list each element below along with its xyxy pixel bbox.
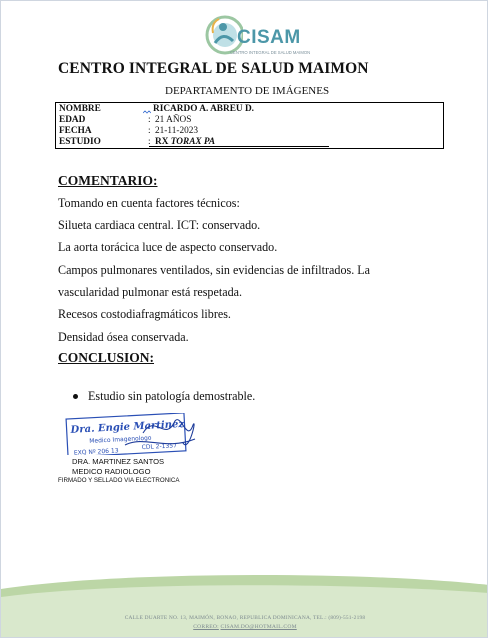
doctor-title: MEDICO RADIOLOGO: [72, 467, 151, 476]
patient-info-box: [55, 102, 444, 149]
logo-subtext: CENTRO INTEGRAL DE SALUD MAIMON: [230, 50, 311, 55]
report-line: Tomando en cuenta factores técnicos:: [58, 196, 240, 210]
bullet-icon: [73, 394, 78, 399]
stamp-code: CDL 2-1357: [141, 442, 178, 452]
study-name: TORAX PA: [170, 137, 216, 147]
info-label: NOMBRE: [59, 104, 101, 114]
info-value: RICARDO A. ABREU D.: [153, 104, 254, 114]
study-prefix: RX: [155, 137, 169, 147]
footer-email-address[interactable]: CISAM.DO@HOTMAIL.COM: [220, 624, 297, 630]
conclusion-item: Estudio sin patología demostrable.: [88, 389, 256, 403]
cisam-logo: [203, 13, 313, 57]
comment-heading: COMENTARIO:: [58, 173, 158, 188]
stamp-exequatur: EXQ Nº 206 13: [73, 447, 119, 455]
signature-note: FIRMADO Y SELLADO VIA ELECTRONICA: [58, 477, 180, 484]
stamp-name: Dra. Engie Martinez: [70, 418, 185, 436]
stamp-title: Medico Imagenologo: [89, 434, 152, 445]
logo-text: CISAM: [237, 27, 301, 48]
info-colon: :: [148, 115, 151, 125]
report-line: vascularidad pulmonar está respetada.: [58, 285, 243, 299]
info-colon: :: [148, 137, 151, 147]
study-underline: [149, 146, 329, 147]
report-line: Campos pulmonares ventilados, sin evidencias de infiltrados. La: [58, 263, 371, 277]
signature-stamp: [65, 413, 205, 455]
info-label: ESTUDIO: [59, 137, 101, 147]
info-label: EDAD: [59, 115, 86, 125]
footer-email: [1, 624, 488, 630]
conclusion-heading: CONCLUSION:: [58, 350, 155, 365]
info-label: FECHA: [59, 126, 92, 136]
info-colon: :: [148, 126, 151, 136]
report-line: Densidad ósea conservada.: [58, 330, 189, 344]
doctor-signature-block: [72, 457, 164, 477]
department-name: DEPARTAMENTO DE IMÁGENES: [165, 85, 330, 97]
info-value: 21 AÑOS: [155, 115, 192, 125]
footer-address: CALLE DUARTE NO. 13, MAIMÓN, BONAO, REPUBLICA DOMINICANA, TEL.: (809)-551-2198: [124, 615, 366, 621]
footer-email-prefix: CORREO:: [193, 624, 219, 630]
info-value: 21-11-2023: [155, 126, 199, 136]
report-line: Silueta cardiaca central. ICT: conservado.: [58, 218, 261, 232]
page-title: CENTRO INTEGRAL DE SALUD MAIMON: [58, 60, 369, 77]
report-line: Recesos costodiafragmáticos libres.: [58, 307, 231, 321]
doctor-name: DRA. MARTINEZ SANTOS: [72, 457, 165, 466]
signature-stamp-graphic: [65, 413, 205, 455]
spellcheck-mark-icon: [143, 108, 151, 114]
report-line: La aorta torácica luce de aspecto conservado.: [58, 240, 278, 254]
